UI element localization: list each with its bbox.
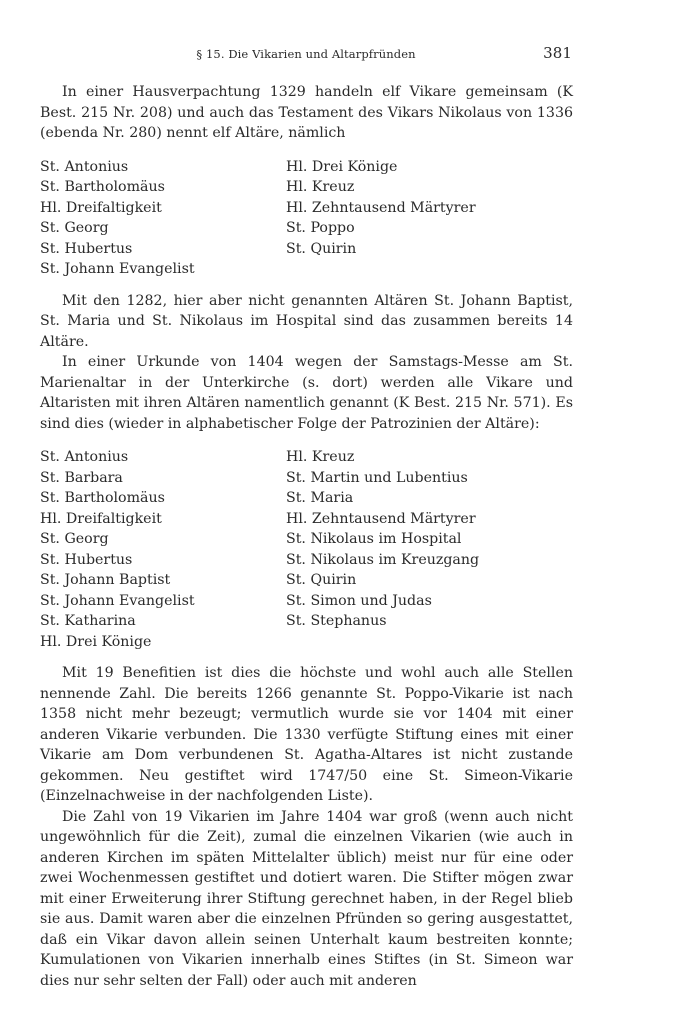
altar-list-right-column: [286, 447, 573, 652]
list-item: St. Antonius: [40, 158, 129, 175]
paragraph: In einer Urkunde von 1404 wegen der Samstags-Messe am St. Marienaltar in der Unterkirche (s. dort) werden alle Vikare und Altaristen mit ihren Altären namentlich genannt (K Best. 215 Nr. 571). Es sind dies (wieder in alphabetischer Folge der Patrozinien der Altäre):: [40, 354, 573, 432]
list-item: Hl. Drei Könige: [286, 158, 398, 175]
list-item: St. Georg: [40, 531, 109, 547]
altar-list-1404: [40, 447, 573, 652]
running-head-title: § 15. Die Vikarien und Altarpfründen: [196, 47, 416, 61]
list-item: Hl. Drei Könige: [40, 633, 152, 650]
list-item: St. Martin und Lubentius: [286, 469, 468, 486]
list-item: St. Poppo: [286, 220, 355, 236]
altar-list-1336: [40, 157, 573, 280]
list-item: St. Simon und Judas: [286, 592, 432, 609]
list-item: Hl. Dreifaltigkeit: [40, 199, 162, 216]
list-item: St. Johann Baptist: [40, 572, 171, 588]
body-text: [40, 82, 573, 991]
list-item: St. Hubertus: [40, 551, 133, 568]
altar-list-left-column: [40, 447, 286, 652]
list-item: St. Hubertus: [40, 240, 133, 257]
list-item: St. Bartholomäus: [40, 179, 165, 195]
paragraph: Mit 19 Benefitien ist dies die höchste und wohl auch alle Stellen nennende Zahl. Die bereits 1266 genannte St. Poppo-Vikarie ist nach 1358 nicht mehr bezeugt; vermutlich wurde sie vor 1404 mit einer anderen Vikarie verbunden. Die 1330 verfügte Stiftung eines mit einer Vikarie am Dom verbundenen St. Agatha-Altares ist nicht zustande gekommen. Neu gestiftet wird 1747/50 eine St. Simeon-Vikarie (Einzelnachweise in der nachfolgenden Liste).: [40, 665, 573, 804]
list-item: St. Nikolaus im Hospital: [286, 531, 462, 547]
list-item: St. Stephanus: [286, 613, 387, 629]
altar-list-left-column: [40, 157, 286, 280]
list-item: Hl. Zehntausend Märtyrer: [286, 199, 476, 216]
list-item: St. Katharina: [40, 613, 136, 629]
list-item: St. Barbara: [40, 469, 123, 486]
list-item: St. Johann Evangelist: [40, 261, 195, 277]
list-item: Hl. Kreuz: [286, 179, 355, 195]
list-item: St. Nikolaus im Kreuzgang: [286, 551, 480, 568]
list-item: St. Georg: [40, 220, 109, 236]
list-item: St. Antonius: [40, 449, 129, 465]
list-item: St. Maria: [286, 490, 354, 506]
list-item: St. Quirin: [286, 240, 357, 257]
list-item: St. Quirin: [286, 572, 357, 588]
page-number: 381: [543, 44, 572, 62]
paragraph: In einer Hausverpachtung 1329 handeln elf Vikare gemeinsam (K Best. 215 Nr. 208) und auch das Testament des Vikars Nikolaus von 1336 (ebenda Nr. 280) nennt elf Altäre, nämlich: [40, 84, 573, 141]
paragraph: Die Zahl von 19 Vikarien im Jahre 1404 war groß (wenn auch nicht ungewöhnlich für die Zeit), zumal die einzelnen Vikarien (wie auch in anderen Kirchen im späten Mittelalter üblich) meist nur für eine oder zwei Wochenmessen gestiftet und dotiert waren. Die Stifter mögen zwar mit einer Erweiterung ihrer Stiftung gerechnet haben, in der Regel blieb sie aus. Damit waren aber die einzelnen Pfründen so gering ausgestattet, daß ein Vikar davon allein seinen Unterhalt kaum bestreiten konnte; Kumulationen von Vikarien innerhalb eines Stiftes (in St. Simeon war dies nur sehr selten der Fall) oder auch mit anderen: [40, 808, 573, 989]
paragraph: Mit den 1282, hier aber nicht genannten Altären St. Johann Baptist, St. Maria und St. Nikolaus im Hospital sind das zusammen bereits 14 Altäre.: [40, 292, 573, 350]
list-item: Hl. Zehntausend Märtyrer: [286, 510, 476, 527]
list-item: Hl. Dreifaltigkeit: [40, 510, 162, 527]
list-item: St. Bartholomäus: [40, 490, 165, 506]
list-item: St. Johann Evangelist: [40, 592, 195, 609]
altar-list-right-column: [286, 157, 573, 280]
list-item: Hl. Kreuz: [286, 449, 355, 465]
